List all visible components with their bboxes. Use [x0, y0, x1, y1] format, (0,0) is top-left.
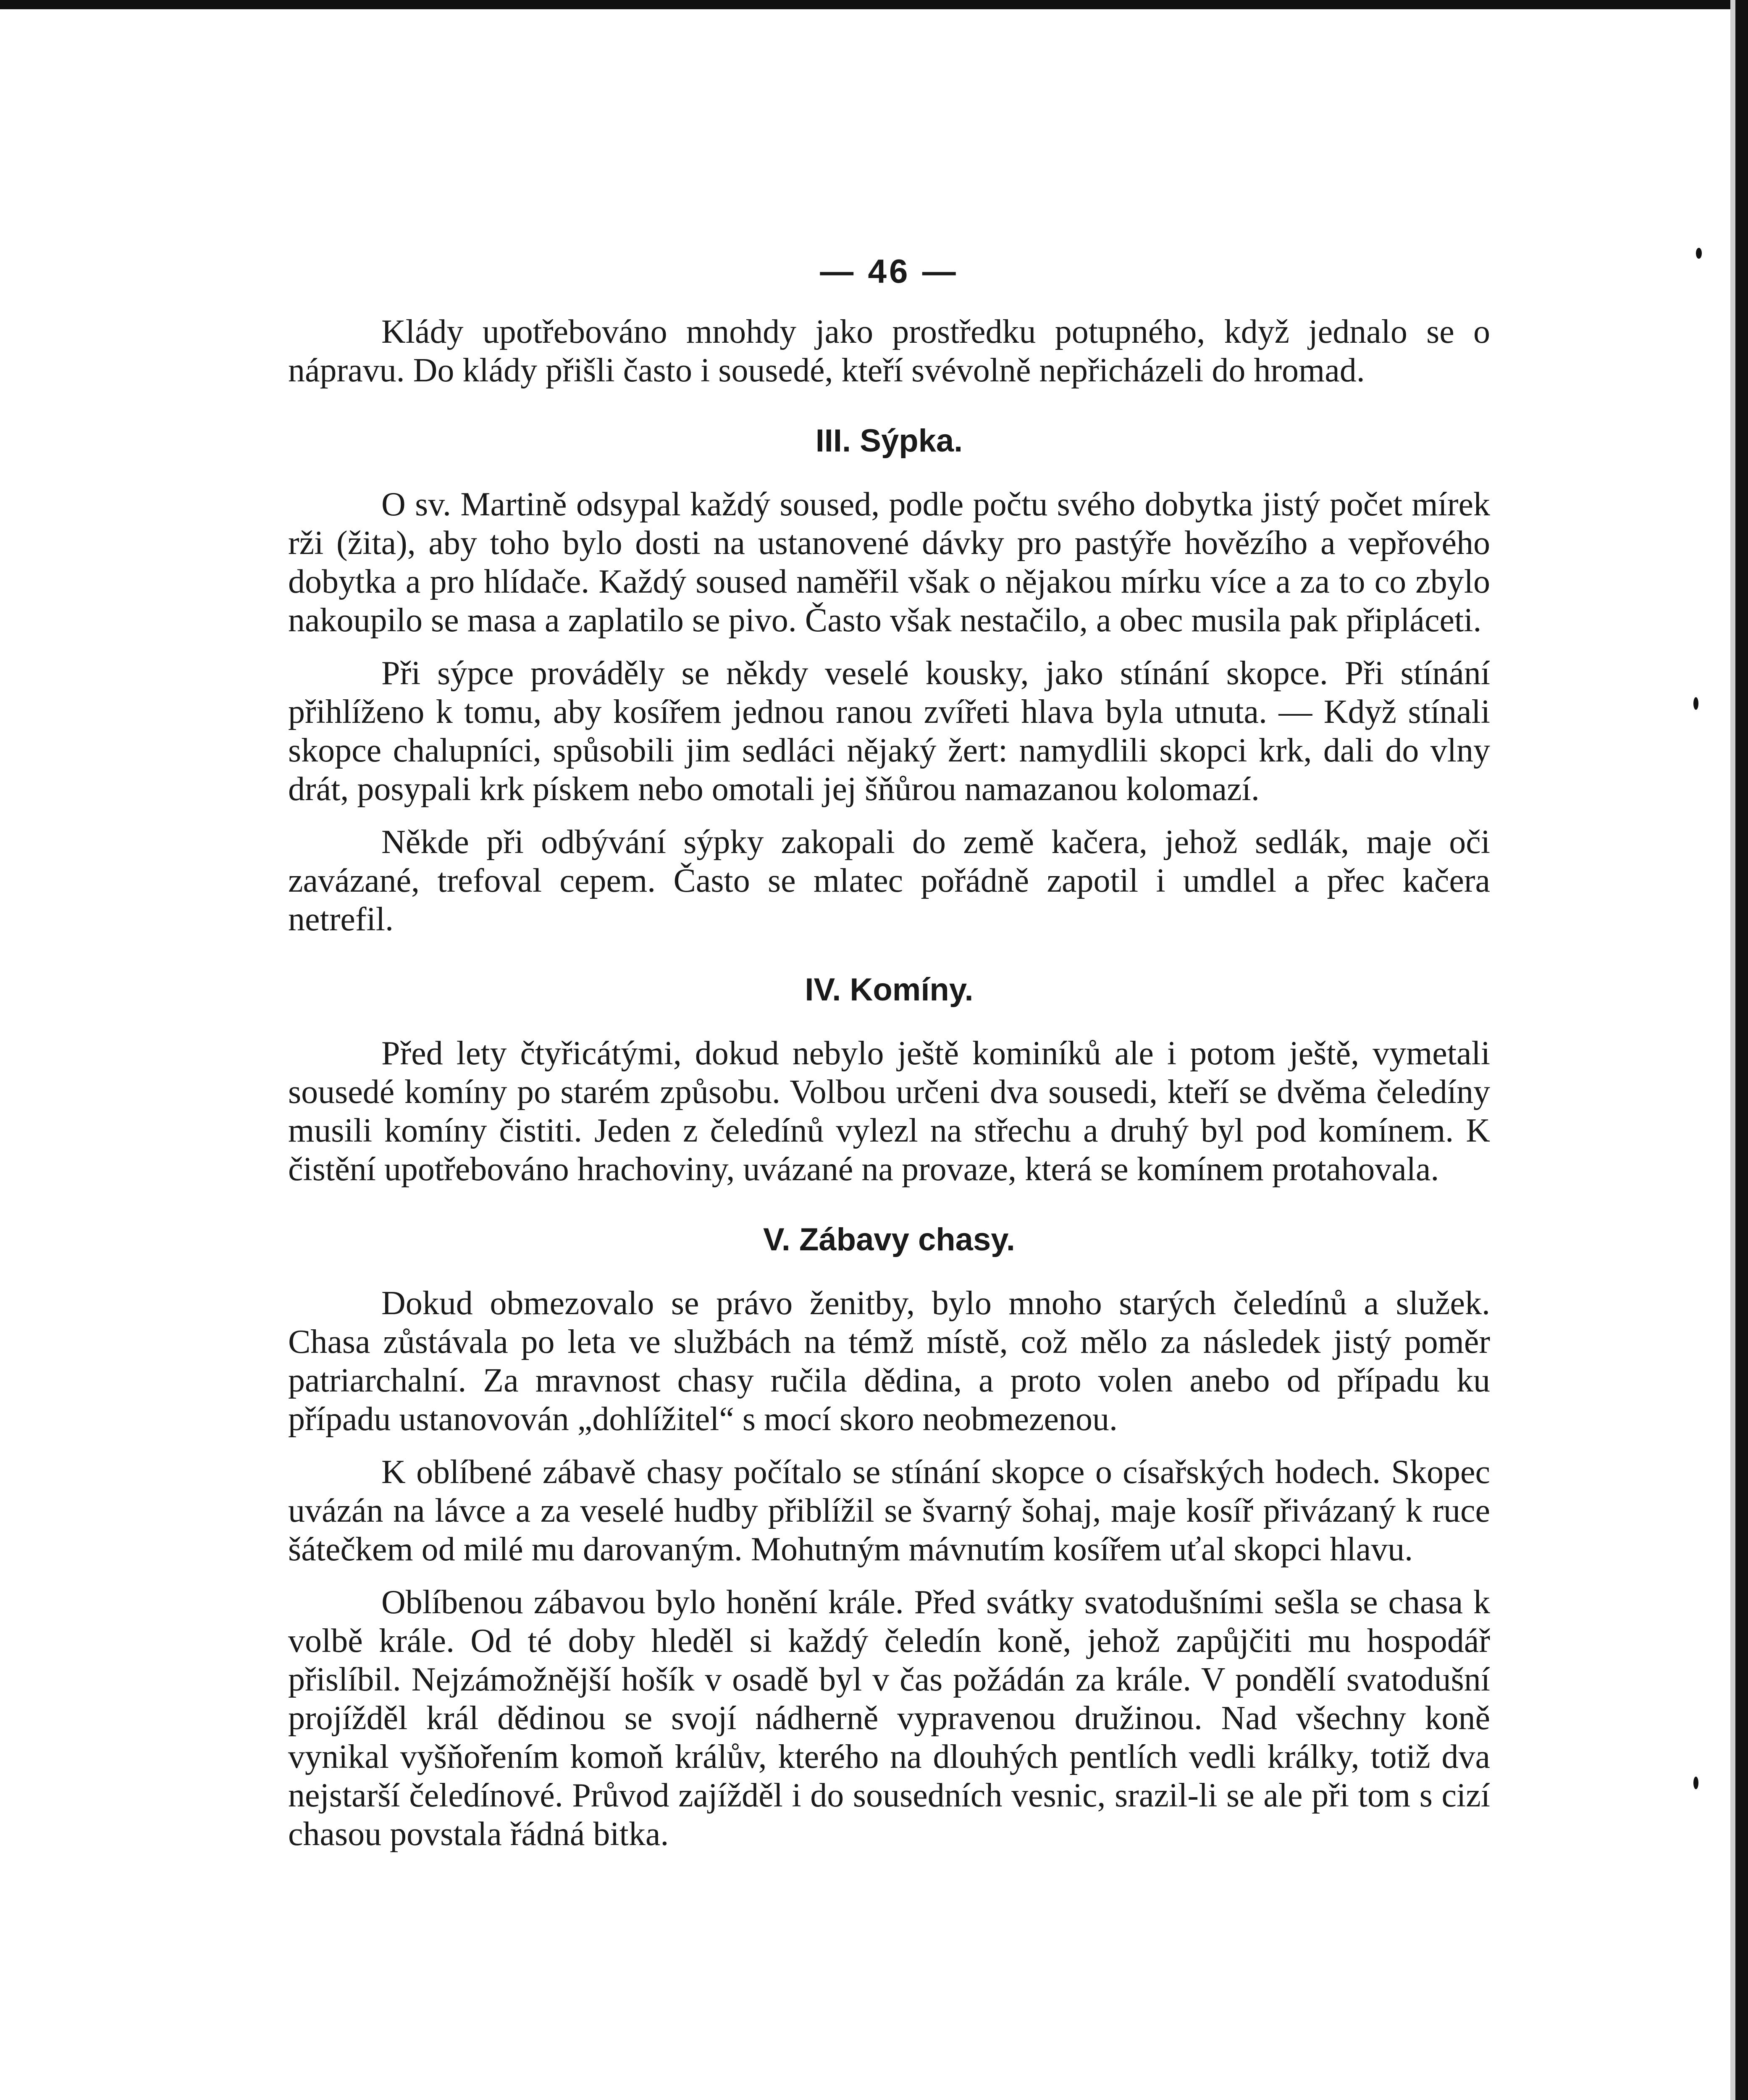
- section-heading: III. Sýpka.: [815, 423, 963, 459]
- page-number: — 46 —: [820, 252, 958, 290]
- paragraph: Před lety čtyřicátými, dokud nebylo ještě kominíků ale i potom ještě, vymetali sousedé komíny po starém způsobu. Volbou určeni dva sousedi, kteří se dvěma čeledíny musili komíny čistiti. Jeden z čeledínů vylezl na střechu a druhý byl pod komínem. K čistění upotřebováno hrachoviny, uvázané na provaze, která se komínem protahovala.: [288, 1035, 1490, 1188]
- scan-speck: [1696, 248, 1702, 259]
- section-kominy: [288, 971, 1490, 1189]
- section-zabavy-chasy: [288, 1221, 1490, 1853]
- document-page: [288, 252, 1490, 1853]
- scan-border-right: [1735, 0, 1748, 2100]
- section-heading: V. Zábavy chasy.: [763, 1222, 1015, 1257]
- section-sypka: [288, 423, 1490, 939]
- section-intro: [288, 312, 1490, 390]
- scan-shadow-right: [1730, 0, 1735, 2100]
- paragraph: O sv. Martině odsypal každý soused, podle počtu svého dobytka jistý počet mírek rži (žita), aby toho bylo dosti na ustanovené dávky pro pastýře hovězího a vepřového dobytka a pro hlídače. Každý soused naměřil však o nějakou mírku více a za to co zbylo nakoupilo se masa a zaplatilo se pivo. Často však nestačilo, a obec musila pak připláceti.: [288, 486, 1490, 639]
- section-heading: IV. Komíny.: [805, 972, 974, 1008]
- paragraph: K oblíbené zábavě chasy počítalo se stínání skopce o císařských hodech. Skopec uvázán na lávce a za veselé hudby přiblížil se švarný šohaj, maje kosíř přivázaný k ruce šátečkem od milé mu darovaným. Mohutným mávnutím kosířem uťal skopci hlavu.: [288, 1454, 1490, 1568]
- paragraph: Při sýpce prováděly se někdy veselé kousky, jako stínání skopce. Při stínání přihlíženo k tomu, aby kosířem jednou ranou zvířeti hlava byla utnuta. — Když stínali skopce chalupníci, spůsobili jim sedláci nějaký žert: namydlili skopci krk, dali do vlny drát, posypali krk pískem nebo omotali jej šňůrou namazanou kolomazí.: [288, 655, 1490, 808]
- scan-border-top: [0, 0, 1748, 9]
- scan-speck: [1693, 1777, 1698, 1789]
- paragraph: Klády upotřebováno mnohdy jako prostředku potupného, když jednalo se o nápravu. Do klády přišli často i sousedé, kteří svévolně nepřicházeli do hromad.: [288, 313, 1490, 389]
- paragraph: Oblíbenou zábavou bylo honění krále. Před svátky svatodušními sešla se chasa k volbě krále. Od té doby hleděl si každý čeledín koně, jehož zapůjčiti mu hospodář přislíbil. Nejzámožnější hošík v osadě byl v čas požádán za krále. V pondělí svatodušní projížděl král dědinou se svojí nádherně vypravenou družinou. Nad všechny koně vynikal vyšňořením komoň králův, kterého na dlouhých pentlích vedli králky, totiž dva nejstarší čeledínové. Průvod zajížděl i do sousedních vesnic, srazil-li se ale při tom s cizí chasou povstala řádná bitka.: [288, 1584, 1490, 1853]
- paragraph: Dokud obmezovalo se právo ženitby, bylo mnoho starých čeledínů a služek. Chasa zůstávala po leta ve službách na témž místě, což mělo za následek jistý poměr patriarchalní. Za mravnost chasy ručila dědina, a proto volen anebo od případu ku případu ustanovován „dohlížitel“ s mocí skoro neobmezenou.: [288, 1285, 1490, 1438]
- scan-speck: [1693, 697, 1698, 710]
- paragraph: Někde při odbývání sýpky zakopali do země kačera, jehož sedlák, maje oči zavázané, trefoval cepem. Často se mlatec pořádně zapotil i umdlel a přec kačera netrefil.: [288, 824, 1490, 938]
